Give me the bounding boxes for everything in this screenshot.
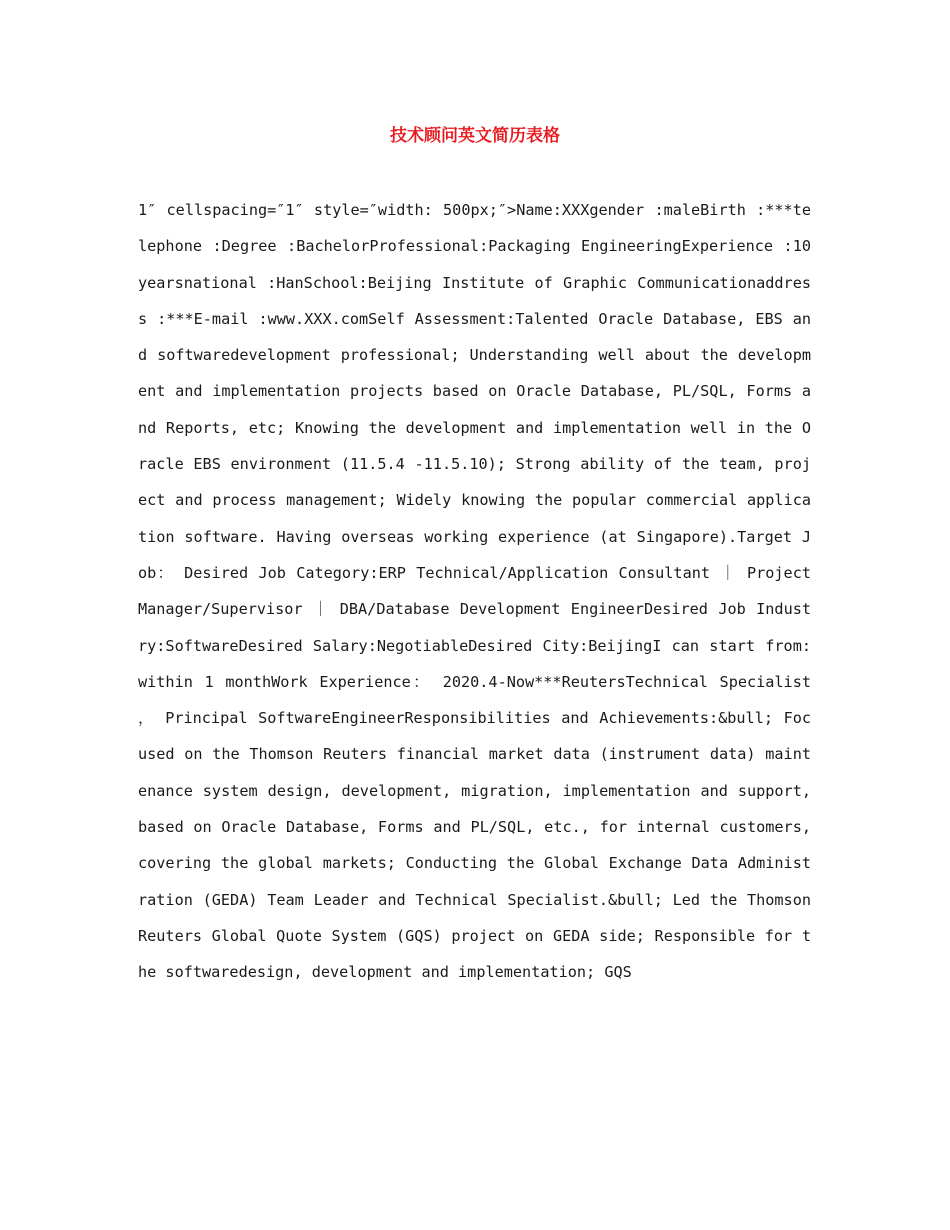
document-title: 技术顾问英文简历表格 [390,126,560,146]
document-body: 1″ cellspacing=″1″ style=″width: 500px;″>Name:XXXgender :maleBirth :***telephone :Degree :BachelorProfessional:Packaging EngineeringExperience :10yearsnational :HanSchool:Beijing Institute of Graphic Communicationaddress :***E-mail :www.XXX.comSelf Assessment:Talented Oracle Database, EBS and softwaredevelopment professional; Understanding well about the development and implementation projects based on Oracle Database, PL/SQL, Forms and Reports, etc; Knowing the development and implementation well in the Oracle EBS environment (11.5.4 -11.5.10); Strong ability of the team, project and process management; Widely knowing the popular commercial application software. Having overseas working experience (at Singapore).Target Job： Desired Job Category:ERP Technical/Application Consultant ｜ Project Manager/Supervisor ｜ DBA/Database Development EngineerDesired Job Industry:SoftwareDesired Salary:NegotiableDesired City:BeijingI can start from:within 1 monthWork Experience： 2020.4-Now***ReutersTechnical Specialist ， Principal SoftwareEngineerResponsibilities and Achievements:&bull; Focused on the Thomson Reuters financial market data (instrument data) maintenance system design, development, migration, implementation and support, based on Oracle Database, Forms and PL/SQL, etc., for internal customers, covering the global markets; Conducting the Global Exchange Data Administration (GEDA) Team Leader and Technical Specialist.&bull; Led the Thomson Reuters Global Quote System (GQS) project on GEDA side; Responsible for the softwaredesign, development and implementation; GQS [138,201,811,982]
